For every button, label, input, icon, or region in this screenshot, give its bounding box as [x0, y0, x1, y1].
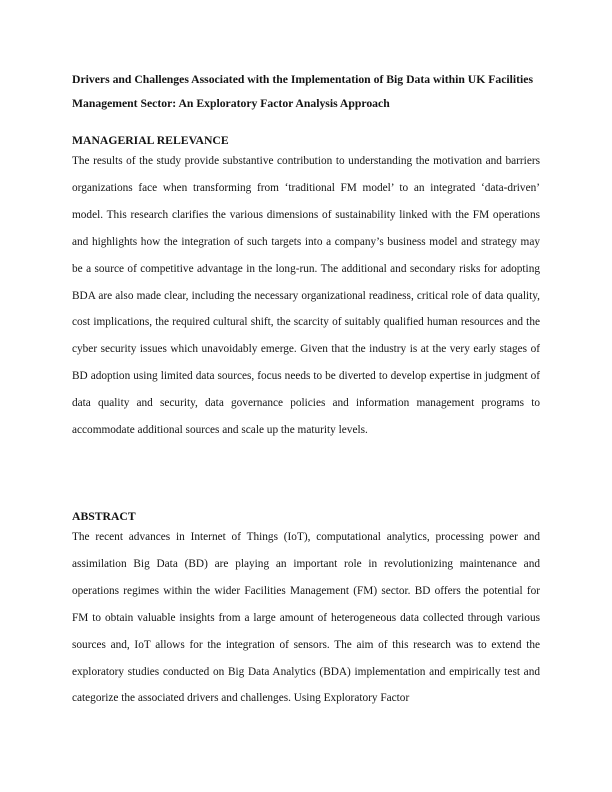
section-heading-abstract: ABSTRACT	[72, 510, 136, 523]
section-body-managerial-relevance: The results of the study provide substantive contribution to understanding the motivation and barriers organizations face when transforming from ‘traditional FM model’ to an integrated ‘data-driven’ model. This research clarifies the various dimensions of sustainability linked with the FM operations and highlights how the integration of such targets into a company’s business model and strategy may be a source of competitive advantage in the long-run. The additional and secondary risks for adopting BDA are also made clear, including the necessary organizational readiness, critical role of data quality, cost implications, the required cultural shift, the scarcity of suitably qualified human resources and the cyber security issues which unavoidably emerge. Given that the industry is at the very early stages of BD adoption using limited data sources, focus needs to be diverted to develop expertise in judgment of data quality and security, data governance policies and information management programs to accommodate additional sources and scale up the maturity levels.	[72, 155, 540, 437]
section-heading-managerial-relevance: MANAGERIAL RELEVANCE	[72, 134, 229, 147]
paper-title: Drivers and Challenges Associated with the Implementation of Big Data within UK Facilities Management Sector: An Exploratory Factor Analysis Approach	[72, 73, 533, 110]
section-body-abstract: The recent advances in Internet of Things (IoT), computational analytics, processing power and assimilation Big Data (BD) are playing an important role in revolutionizing maintenance and operations regimes within the wider Facilities Management (FM) sector. BD offers the potential for FM to obtain valuable insights from a large amount of heterogeneous data collected through various sources and, IoT allows for the integration of sensors. The aim of this research was to extend the exploratory studies conducted on Big Data Analytics (BDA) implementation and empirically test and categorize the associated drivers and challenges. Using Exploratory Factor	[72, 531, 540, 705]
